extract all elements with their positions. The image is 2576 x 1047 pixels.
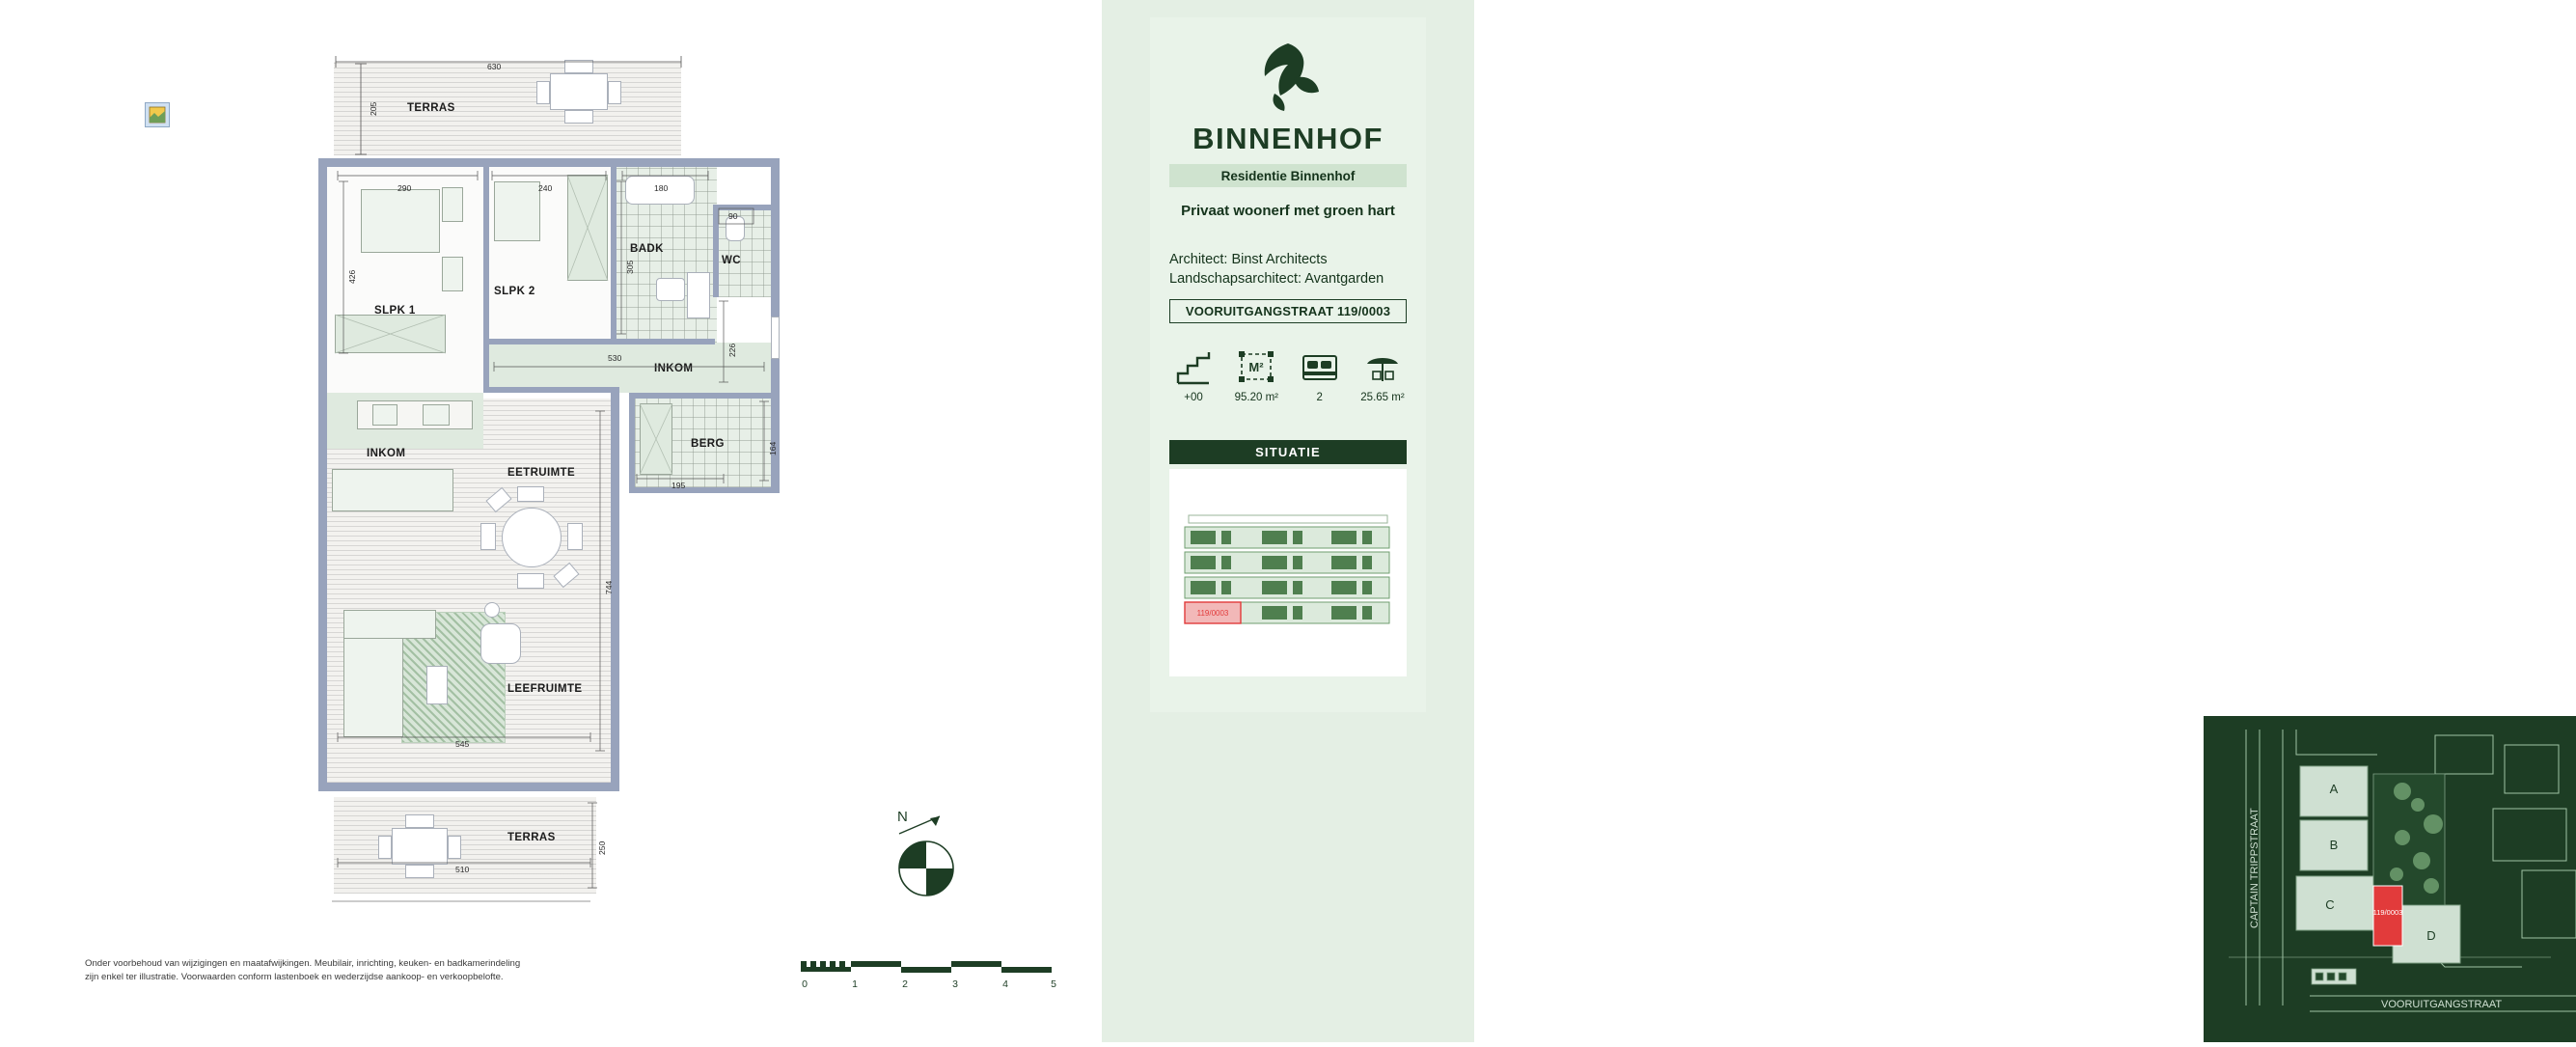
spec-bedrooms (1290, 345, 1350, 427)
block-label-b: B (2329, 838, 2339, 852)
disclaimer-line-1: Onder voorbehoud van wijzigingen en maatafwijkingen. Meubilair, inrichting, keuken- en badkamerindeling (85, 958, 521, 969)
situatie-floorplate-drawing (1169, 469, 1407, 676)
architect-line-2: Landschapsarchitect: Avantgarden (1169, 270, 1384, 287)
label-inkom-kitchen: INKOM (367, 448, 406, 459)
logo-wrap (1150, 39, 1426, 114)
dim-text-195: 195 (671, 481, 686, 490)
scale-tick-1: 1 (852, 978, 858, 990)
architect-block (1169, 251, 1411, 289)
label-berg: BERG (691, 438, 725, 450)
dim-text-426: 426 (347, 269, 357, 284)
dim-text-90: 90 (728, 211, 738, 221)
scale-tick-5: 5 (1051, 978, 1056, 990)
dim-text-250: 250 (597, 840, 607, 855)
scale-tick-4: 4 (1002, 978, 1008, 990)
area-icon (1226, 345, 1286, 390)
dim-text-545: 545 (455, 739, 470, 749)
dim-text-226: 226 (727, 343, 737, 357)
brand-card (1150, 17, 1426, 712)
block-label-d: D (2426, 928, 2436, 943)
binnenhof-leaf-logo-icon (1251, 40, 1325, 113)
sitemap-highlight-label: 119/0003 (2372, 908, 2403, 917)
label-inkom-hall: INKOM (654, 363, 694, 374)
spec-bedrooms-value: 2 (1316, 392, 1323, 403)
brand-subtitle: Residentie Binnenhof (1169, 164, 1407, 187)
brand-title: BINNENHOF (1192, 122, 1384, 155)
architect-line-1: Architect: Binst Architects (1169, 252, 1328, 267)
address-bar: VOORUITGANGSTRAAT 119/0003 (1169, 299, 1407, 323)
situatie-highlight-label: 119/0003 (1196, 609, 1229, 618)
stairs-icon (1164, 345, 1223, 390)
label-terras-zuid: TERRAS (507, 832, 556, 843)
scale-bar (801, 955, 1065, 998)
dim-text-744: 744 (604, 580, 614, 594)
label-wc: WC (722, 255, 741, 266)
dim-text-164: 164 (768, 441, 778, 455)
compass-rose-icon (880, 809, 973, 905)
spec-level-value: +00 (1184, 392, 1203, 403)
label-badk: BADK (630, 243, 664, 255)
dim-text-240: 240 (538, 183, 553, 193)
disclaimer-line-2: zijn enkel ter illustratie. Voorwaarden conform lastenboek en wederzijdse aankoop- en verkoopbelofte. (85, 972, 504, 983)
map-thumbnail-badge[interactable] (145, 102, 170, 127)
label-slpk2: SLPK 2 (494, 286, 535, 297)
scale-bar-graphic (801, 955, 1065, 978)
label-leefruimte: LEEFRUIMTE (507, 683, 583, 695)
disclaimer (85, 957, 587, 985)
scale-tick-0: 0 (802, 978, 808, 990)
info-panel (1102, 0, 2503, 1042)
dim-text-630: 630 (487, 62, 502, 71)
dim-text-510: 510 (455, 865, 470, 874)
block-label-a: A (2329, 782, 2339, 796)
spec-terrace-value: 25.65 m² (1360, 392, 1405, 403)
street-label-left: CAPTAIN TRIPPSTRAAT (2249, 808, 2261, 928)
dim-text-305: 305 (625, 260, 635, 274)
dim-text-530: 530 (608, 353, 622, 363)
floorplan (318, 35, 820, 913)
label-slpk1: SLPK 1 (374, 305, 416, 317)
spec-terrace (1353, 345, 1412, 427)
dim-lines-group (318, 35, 820, 913)
svg-text:M²: M² (1248, 360, 1264, 374)
street-label-bottom: VOORUITGANGSTRAAT (2381, 999, 2503, 1010)
dim-text-290: 290 (397, 183, 412, 193)
site-map (2204, 716, 2576, 1042)
spec-surface-value: 95.20 m² (1234, 392, 1279, 403)
site-map-drawing (2204, 716, 2576, 1042)
situatie-title: SITUATIE (1169, 440, 1407, 464)
block-label-c: C (2325, 897, 2335, 912)
spec-surface (1226, 345, 1286, 427)
scale-tick-2: 2 (902, 978, 908, 990)
spec-level (1164, 345, 1223, 427)
dim-text-180: 180 (654, 183, 669, 193)
bed-icon (1290, 345, 1350, 390)
thumbnail-icon (149, 106, 166, 124)
situatie-image (1169, 469, 1407, 676)
scale-bar-labels (801, 978, 1065, 994)
label-eetruimte: EETRUIMTE (507, 467, 576, 479)
compass (880, 809, 973, 905)
brand-tagline: Privaat woonerf met groen hart (1181, 203, 1395, 219)
dim-text-205: 205 (369, 101, 378, 116)
label-terras-noord: TERRAS (407, 102, 455, 114)
scale-tick-3: 3 (952, 978, 958, 990)
specs-row (1164, 345, 1412, 427)
terrace-icon (1353, 345, 1412, 390)
compass-north-label: N (897, 809, 908, 825)
